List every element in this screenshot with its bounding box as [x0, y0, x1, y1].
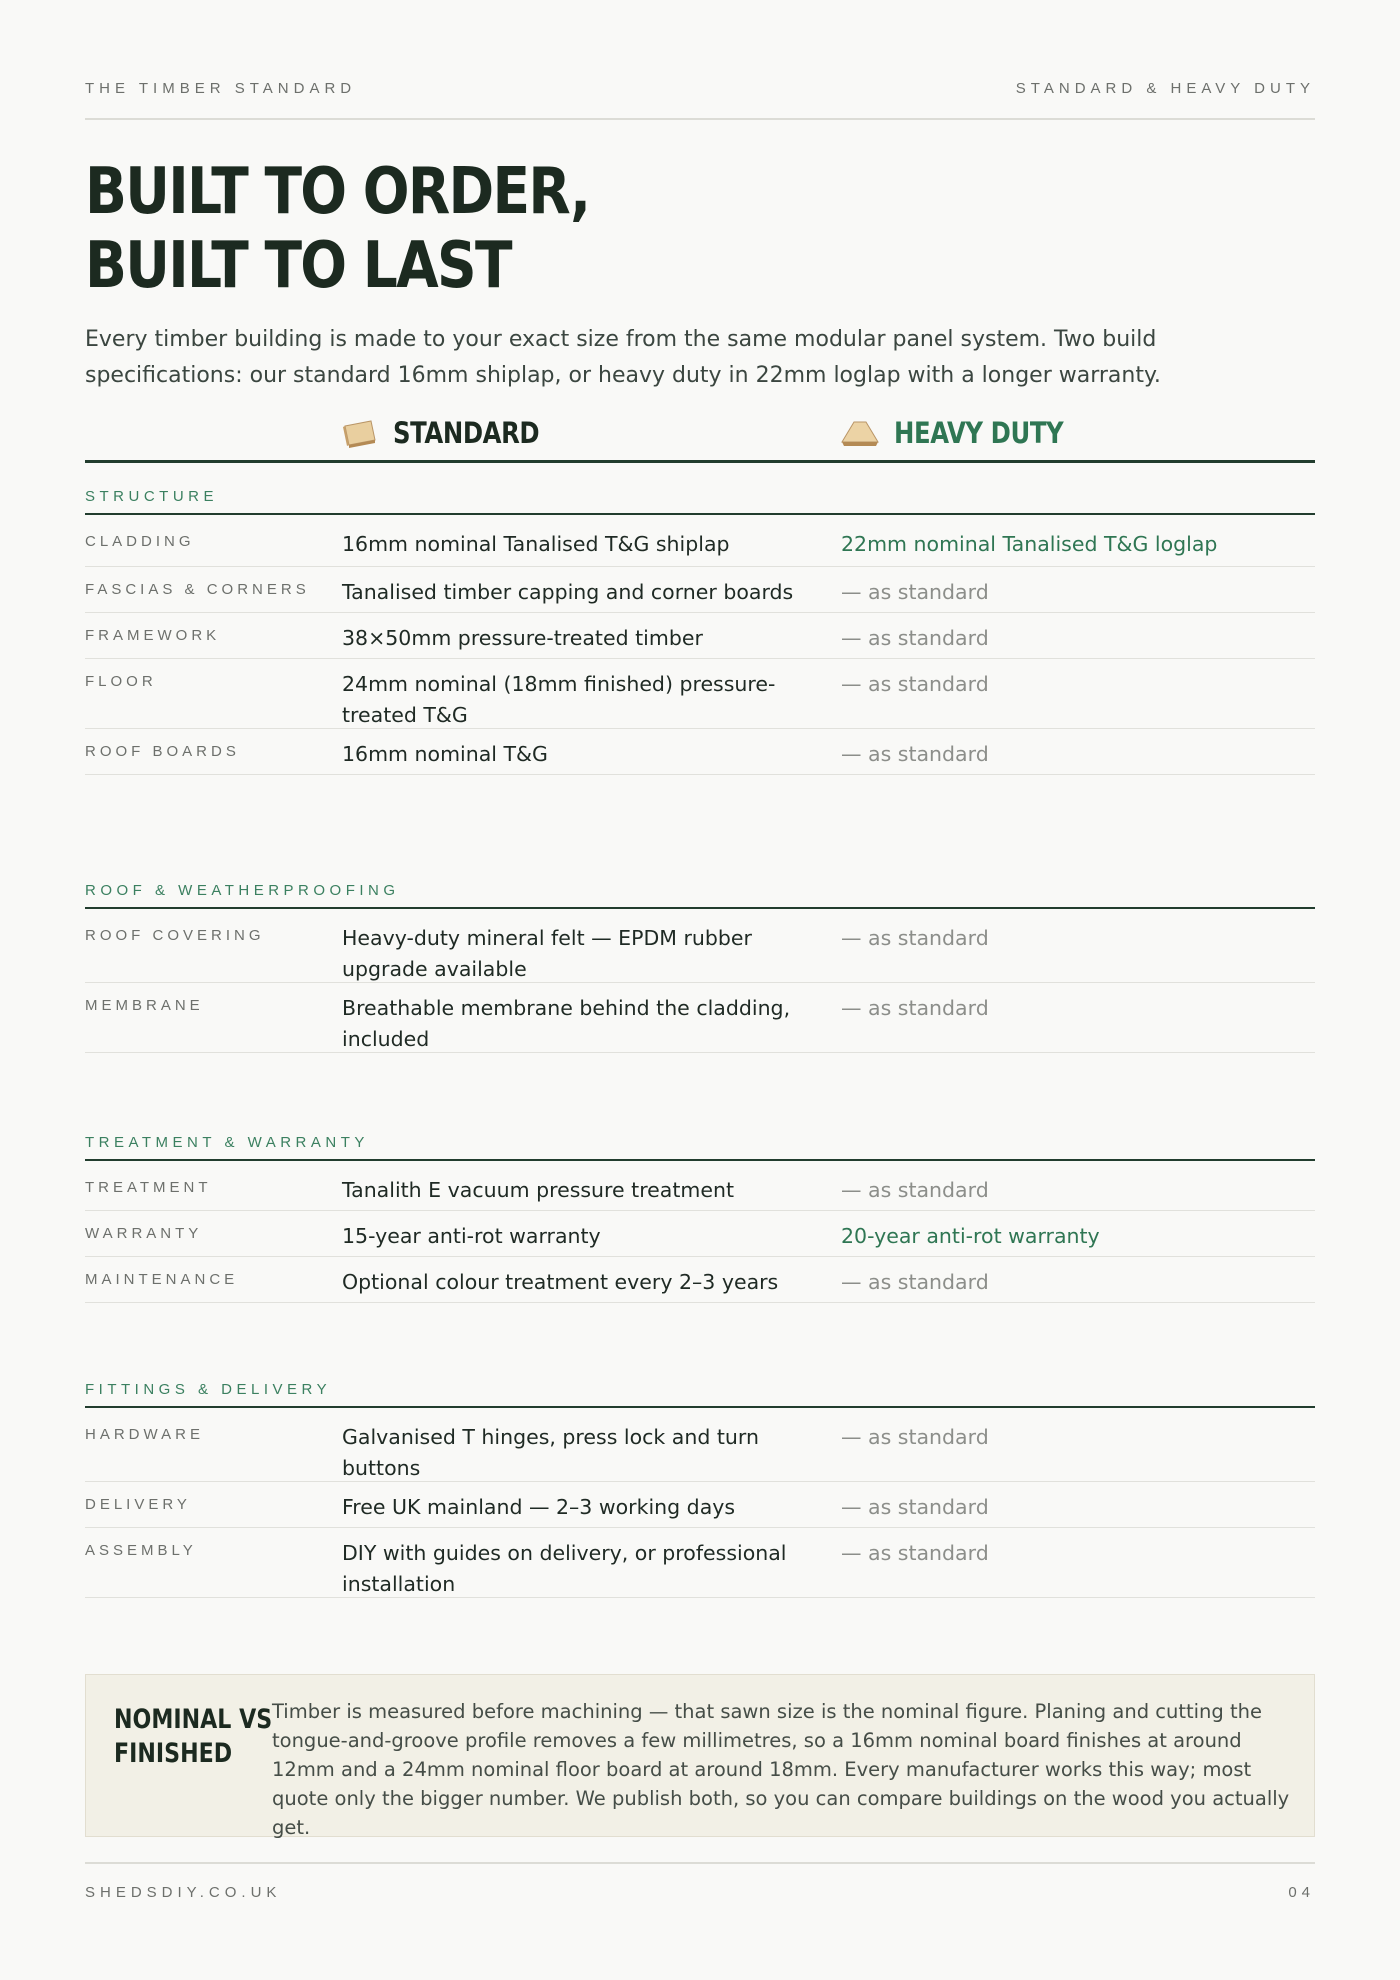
spec-row: [85, 1211, 1315, 1257]
spec-key: FRAMEWORK: [85, 627, 221, 644]
note-body: Timber is measured before machining — that sawn size is the nominal figure. Planing and cutting the tongue-and-groove profile removes a few millimetres, so a 16mm nominal board finishes at around 12mm and a 24mm nominal floor board at around 18mm. Every manufacturer works this way; most quote only the bigger number. We publish both, so you can compare buildings on the wood you actually get.: [272, 1700, 1290, 1839]
spec-key: ASSEMBLY: [85, 1542, 197, 1559]
standard-value: 38×50mm pressure-treated timber: [342, 626, 703, 650]
standard-value: Free UK mainland — 2–3 working days: [342, 1495, 736, 1519]
column-header-standard: [341, 416, 567, 450]
standard-value: DIY with guides on delivery, or professional installation: [342, 1541, 787, 1596]
timber-board-icon: [341, 418, 379, 448]
spec-row: [85, 1257, 1315, 1303]
spec-key: FLOOR: [85, 673, 157, 690]
standard-value: Tanalith E vacuum pressure treatment: [342, 1178, 734, 1202]
heavy-duty-value: — as standard: [841, 1178, 989, 1202]
footer-site: SHEDSDIY.CO.UK: [85, 1884, 282, 1901]
nominal-vs-finished-note: [85, 1674, 1315, 1837]
heavy-duty-value: — as standard: [841, 1541, 989, 1565]
spec-key: ROOF BOARDS: [85, 743, 240, 760]
intro-paragraph: Every timber building is made to your exact size from the same modular panel system. Two build specifications: our standard 16mm shiplap, or heavy duty in 22mm loglap with a longer warranty.: [85, 327, 1161, 388]
heavy-duty-value: — as standard: [841, 1425, 989, 1449]
standard-value: 15-year anti-rot warranty: [342, 1224, 601, 1248]
running-footer: [85, 1862, 1315, 1901]
note-title: [114, 1703, 272, 1771]
heavy-duty-value: — as standard: [841, 1495, 989, 1519]
spec-key: MAINTENANCE: [85, 1271, 239, 1288]
spec-row: [85, 659, 1315, 729]
section-label: TREATMENT & WARRANTY: [85, 1134, 1315, 1161]
column-label-standard: STANDARD: [393, 416, 540, 450]
heavy-duty-value: — as standard: [841, 672, 989, 696]
heavy-duty-value: — as standard: [841, 626, 989, 650]
spec-row: [85, 613, 1315, 659]
spec-row: [85, 519, 1315, 567]
spec-row: [85, 567, 1315, 613]
spec-key: HARDWARE: [85, 1426, 204, 1443]
running-header: [85, 80, 1315, 120]
standard-value: Optional colour treatment every 2–3 years: [342, 1270, 779, 1294]
heavy-duty-value: — as standard: [841, 742, 989, 766]
standard-value: 16mm nominal T&G: [342, 742, 548, 766]
section-label: STRUCTURE: [85, 488, 1315, 515]
heavy-duty-value: 20-year anti-rot warranty: [841, 1224, 1100, 1248]
spec-row: [85, 913, 1315, 983]
column-headers: [85, 410, 1315, 463]
section-label: ROOF & WEATHERPROOFING: [85, 882, 1315, 909]
spec-row: [85, 729, 1315, 775]
page-number: 04: [1288, 1884, 1315, 1901]
spec-row: [85, 1528, 1315, 1598]
column-label-heavy-duty: HEAVY DUTY: [894, 416, 1064, 450]
standard-value: 16mm nominal Tanalised T&G shiplap: [342, 532, 730, 556]
section-label: FITTINGS & DELIVERY: [85, 1381, 1315, 1408]
spec-key: FASCIAS & CORNERS: [85, 581, 310, 598]
standard-value: 24mm nominal (18mm finished) pressure-treated T&G: [342, 672, 776, 727]
heavy-duty-value: — as standard: [841, 580, 989, 604]
heavy-duty-value: 22mm nominal Tanalised T&G loglap: [841, 532, 1218, 556]
spec-row: [85, 983, 1315, 1053]
note-title-line-1: NOMINAL VS: [114, 1704, 273, 1735]
standard-value: Tanalised timber capping and corner boards: [342, 580, 794, 604]
page-title: [85, 155, 945, 303]
header-left: THE TIMBER STANDARD: [85, 80, 357, 97]
header-right: STANDARD & HEAVY DUTY: [1015, 80, 1315, 97]
spec-key: ROOF COVERING: [85, 927, 265, 944]
title-line-2: BUILT TO LAST: [85, 229, 511, 303]
standard-value: Galvanised T hinges, press lock and turn buttons: [342, 1425, 759, 1480]
spec-row: [85, 1482, 1315, 1528]
heavy-duty-value: — as standard: [841, 996, 989, 1020]
heavy-duty-value: — as standard: [841, 926, 989, 950]
standard-value: Heavy-duty mineral felt — EPDM rubber upgrade available: [342, 926, 752, 981]
standard-value: Breathable membrane behind the cladding, included: [342, 996, 791, 1051]
spec-page: [85, 0, 1315, 1980]
spec-row: [85, 1412, 1315, 1482]
spec-key: CLADDING: [85, 533, 195, 550]
spec-row: [85, 1165, 1315, 1211]
column-header-heavy-duty: [840, 416, 1096, 450]
note-title-line-2: FINISHED: [114, 1738, 233, 1769]
heavy-duty-value: — as standard: [841, 1270, 989, 1294]
spec-key: WARRANTY: [85, 1225, 203, 1242]
spec-key: MEMBRANE: [85, 997, 204, 1014]
spec-key: TREATMENT: [85, 1179, 212, 1196]
spec-key: DELIVERY: [85, 1496, 191, 1513]
title-line-1: BUILT TO ORDER,: [85, 155, 590, 229]
timber-log-icon: [840, 418, 880, 448]
